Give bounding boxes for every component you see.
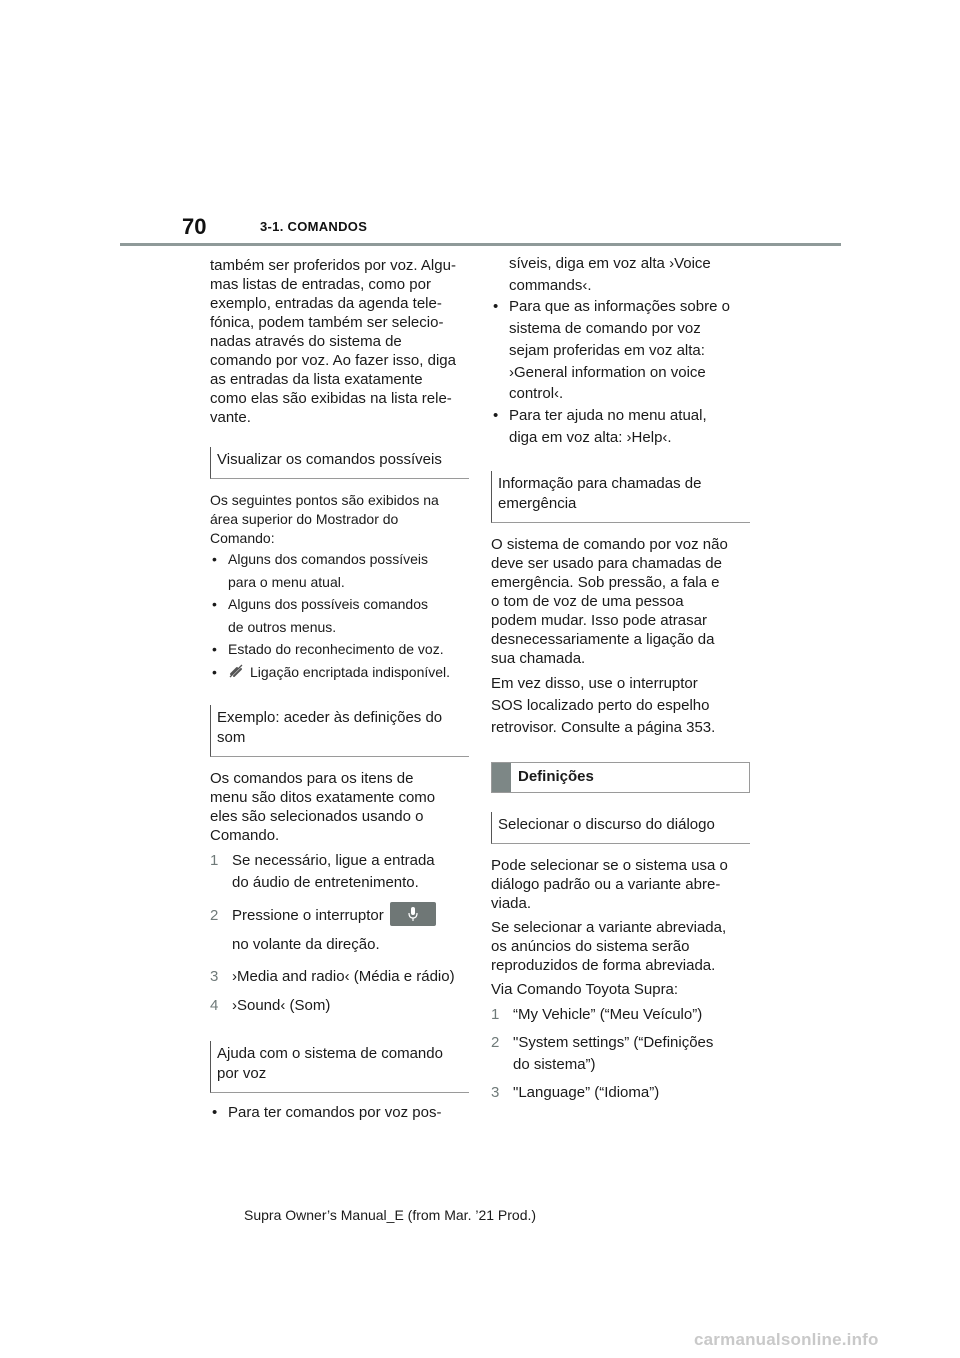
heading-exemplo: Exemplo: aceder às definições do som: [210, 705, 469, 757]
watermark: carmanualsonline.info: [694, 1330, 879, 1349]
heading-ajuda: Ajuda com o sistema de comando por voz: [210, 1041, 469, 1093]
list-item: • Ligação encriptada indisponível.: [210, 661, 469, 686]
abreviada-paragraph: Se selecionar a variante abreviada, os anúncios do sistema serão reproduzidos de forma abreviada.: [491, 918, 727, 974]
list-item: • Para ter ajuda no menu atual, diga em voz alta: ›Help‹.: [491, 405, 750, 448]
discurso-paragraph: Pode selecionar se o sistema usa o diálogo padrão ou a variante abre- viada.: [491, 856, 728, 912]
step-item: 1 “My Vehicle” (“Meu Veículo”): [491, 1006, 703, 1024]
step-item: 3 "Language” (“Idioma”): [491, 1084, 660, 1102]
step-item: 3 ›Media and radio‹ (Média e rádio): [210, 968, 455, 985]
list-item: • Para ter comandos por voz pos-: [210, 1102, 469, 1124]
header-rule: [120, 243, 841, 246]
definicoes-steps: [491, 1004, 750, 1104]
intro-paragraph: também ser proferidos por voz. Algu- mas listas de entradas, como por exemplo, entradas da agenda tele- fónica, podem também ser selecio- nadas através do sistema de comando por voz. Ao fazer isso, diga as entradas da lista exatamente como elas são exibidas na lista rele- vante.: [210, 257, 456, 426]
list-item: • Alguns dos comandos possíveis para o menu atual.: [210, 548, 469, 593]
continued-bullet: síveis, diga em voz alta ›Voice commands‹.: [509, 255, 711, 294]
section-title: 3-1. COMANDOS: [260, 219, 368, 234]
heading-emergencia: Informação para chamadas de emergência: [491, 471, 750, 523]
help-list: [491, 296, 750, 448]
step-item: 2 "System settings” (“Definições do sistema”): [491, 1034, 714, 1074]
right-column: [491, 253, 750, 1104]
shown-items-list: [210, 548, 469, 685]
step-item: 2 Pressione o interruptor no volante da direção.: [210, 901, 469, 959]
shown-intro: Os seguintes pontos são exibidos na área superior do Mostrador do Comando:: [210, 492, 439, 546]
heading-discurso: Selecionar o discurso do diálogo: [491, 812, 750, 844]
heading-definicoes: Definições: [491, 762, 750, 793]
heading-visualizar: Visualizar os comandos possíveis: [210, 447, 469, 479]
emergencia-paragraph: O sistema de comando por voz não deve ser usado para chamadas de emergência. Sob pressão, a fala e o tom de voz de uma pessoa podem mudar. Isso pode atrasar desnecessariamente a ligação da sua chamada.: [491, 535, 728, 667]
ajuda-list: [210, 1102, 469, 1124]
microphone-icon: [390, 902, 436, 926]
exemplo-intro: Os comandos para os itens de menu são ditos exatamente como eles são selecionados usando o Comando.: [210, 770, 436, 844]
step-item: 4 ›Sound‹ (Som): [210, 997, 331, 1014]
left-column: [210, 256, 469, 1124]
list-item: • Para que as informações sobre o sistema de comando por voz sejam proferidas em voz alta: ›General information on voice control‹.: [491, 296, 750, 405]
sos-paragraph: Em vez disso, use o interruptor SOS localizado perto do espelho retrovisor. Consulte a página 353.: [491, 674, 716, 736]
step-item: 1 Se necessário, ligue a entrada do áudio de entretenimento.: [210, 852, 435, 891]
exemplo-steps: [210, 850, 469, 1017]
page-number: 70: [182, 214, 207, 239]
no-encryption-icon: [228, 663, 244, 686]
via-line: Via Comando Toyota Supra:: [491, 980, 679, 998]
list-item: • Alguns dos possíveis comandos de outros menus.: [210, 593, 469, 638]
page-footer: Supra Owner’s Manual_E (from Mar. ’21 Prod.): [244, 1207, 537, 1223]
list-item: • Estado do reconhecimento de voz.: [210, 638, 469, 661]
